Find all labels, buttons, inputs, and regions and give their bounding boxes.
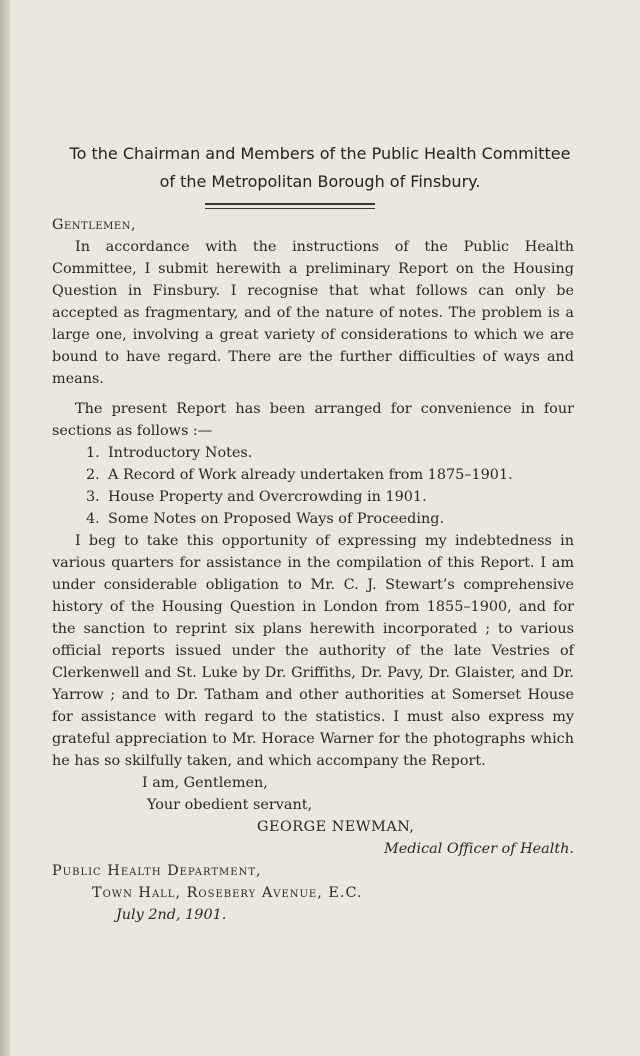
paragraph-acknowledgements: I beg to take this opportunity of expressing my indebtedness in various quarters for assistance in the compilation of this Report. I am under considerable obligation to Mr. C. J. Stewart’s comprehensive history of the Housing Question in London from 1855–1900, and for the sanction to reprint six plans herewith incorporated ; to various official reports issued under the authority of the late Vestries of Clerkenwell and St. Luke by Dr. Griffiths, Dr. Pavy, Dr. Glaister, and Dr. Yarrow ; and to Dr. Tatham and other authorities at Somerset House for assistance with regard to the statistics. I must also express my grateful appreciation to Mr. Horace Warner for the photographs which he has so skilfully taken, and which accompany the Report. xyxy=(52,533,574,769)
list-item: 3. House Property and Overcrowding in 1901. xyxy=(86,489,427,505)
address-line: Town Hall, Rosebery Avenue, E.C. xyxy=(92,885,363,901)
list-item: 4. Some Notes on Proposed Ways of Proceeding. xyxy=(86,511,445,527)
signature-name: GEORGE NEWMAN, xyxy=(257,819,415,835)
paragraph-instructions: In accordance with the instructions of the Public Health Committee, I submit herewith a preliminary Report on the Housing Question in Finsbury. I recognise that what follows can only be accepted as fragmentary, and of the nature of notes. The problem is a large one, involving a great variety of considerations to which we are bound to have regard. There are the further difficulties of ways and means. xyxy=(52,239,574,387)
closing-line: I am, Gentlemen, xyxy=(142,775,268,791)
letter-date: July 2nd, 1901. xyxy=(116,907,227,923)
sections-list xyxy=(52,442,574,530)
paragraph-arrangement: The present Report has been arranged for convenience in four sections as follows :— xyxy=(52,401,574,439)
closing-servant: Your obedient servant, xyxy=(147,797,313,813)
signature-title: Medical Officer of Health. xyxy=(384,841,574,857)
salutation: Gentlemen, xyxy=(52,217,137,233)
letter-heading xyxy=(0,140,640,196)
list-item: 2. A Record of Work already undertaken from 1875–1901. xyxy=(86,467,513,483)
letter-body xyxy=(52,214,574,926)
heading-line-2: of the Metropolitan Borough of Finsbury. xyxy=(159,172,481,191)
address-block xyxy=(52,860,574,926)
department-name: Public Health Department, xyxy=(52,863,262,879)
heading-line-1: To the Chairman and Members of the Public Health Committee xyxy=(69,144,571,163)
list-item: 1. Introductory Notes. xyxy=(86,445,253,461)
heading-divider xyxy=(205,203,375,209)
closing-block xyxy=(52,772,574,860)
